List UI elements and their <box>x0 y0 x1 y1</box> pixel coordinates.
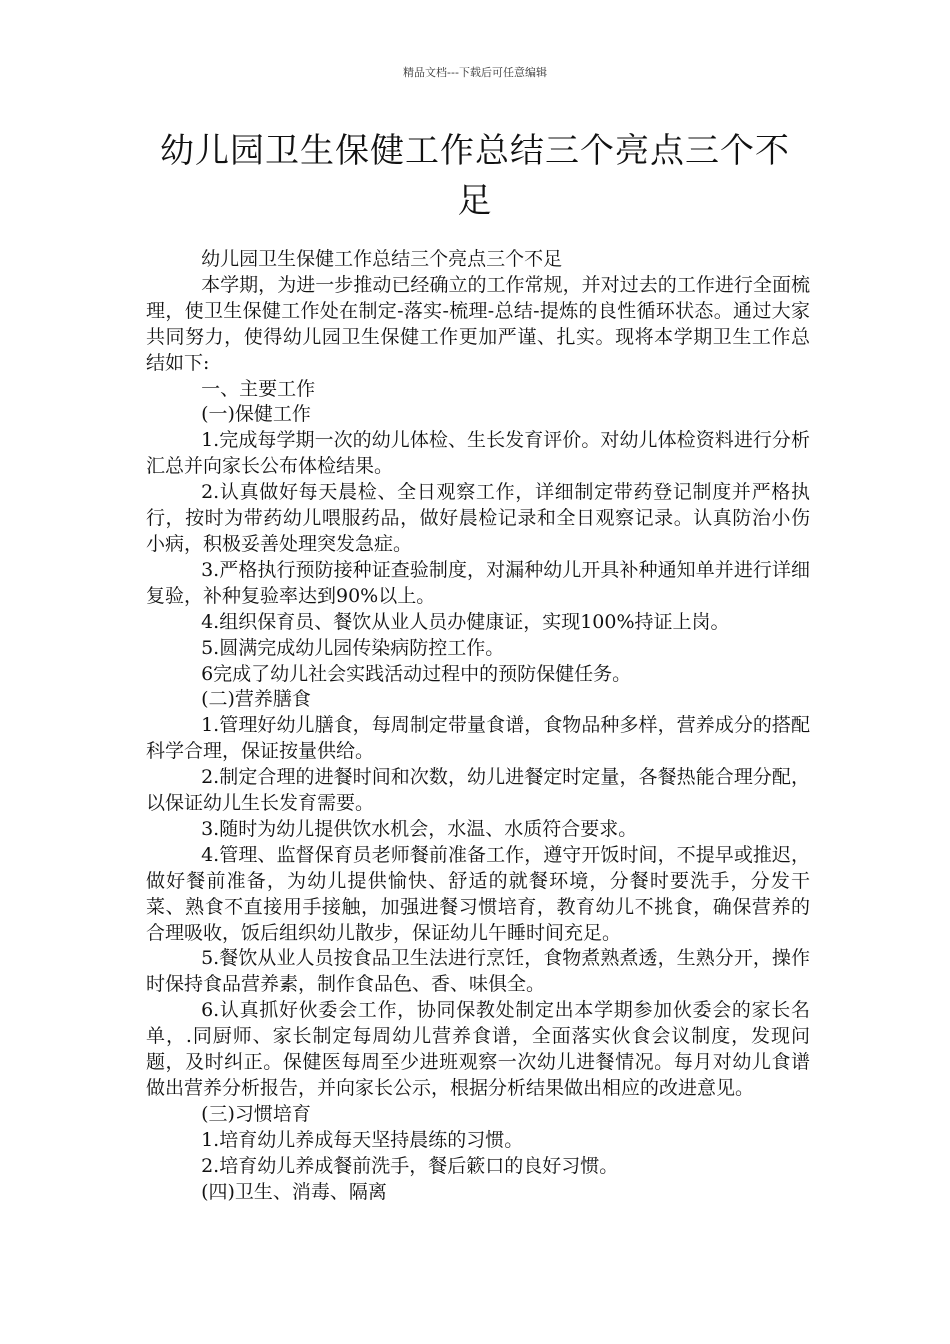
list-item: 2.培育幼儿养成餐前洗手，餐后簌口的良好习惯。 <box>201 1154 619 1177</box>
subsection-heading: (三)习惯培育 <box>201 1102 311 1125</box>
list-item: 1.管理好幼儿膳食，每周制定带量食谱，食物品种多样，营养成分的搭配科学合理，保证按量供给。 <box>146 714 810 763</box>
list-item: 3.随时为幼儿提供饮水机会，水温、水质符合要求。 <box>201 817 638 840</box>
list-item: 5.圆满完成幼儿园传染病防控工作。 <box>201 636 505 659</box>
page-header: 精品文档---下载后可任意编辑 <box>403 66 547 79</box>
list-item: 6完成了幼儿社会实践活动过程中的预防保健任务。 <box>201 662 632 685</box>
subsection-heading: (二)营养膳食 <box>201 688 311 711</box>
subtitle-paragraph: 幼儿园卫生保健工作总结三个亮点三个不足 <box>201 248 563 270</box>
document-title: 幼儿园卫生保健工作总结三个亮点三个不足 <box>160 131 790 221</box>
list-item: 3.严格执行预防接种证查验制度，对漏种幼儿开具补种通知单并进行详细复验，补种复验率达到90%以上。 <box>146 558 810 607</box>
subsection-heading: (四)卫生、消毒、隔离 <box>201 1180 387 1203</box>
document-body <box>146 247 810 1206</box>
list-item: 1.完成每学期一次的幼儿体检、生长发育评价。对幼儿体检资料进行分析汇总并向家长公布体检结果。 <box>146 429 810 478</box>
list-item: 4.管理、监督保育员老师餐前准备工作，遵守开饭时间，不提早或推迟，做好餐前准备，为幼儿提供愉快、舒适的就餐环境，分餐时要洗手，分发干菜、熟食不直接用手接触，加强进餐习惯培育，教育幼儿不挑食，确保营养的合理吸收，饭后组织幼儿散步，保证幼儿午睡时间充足。 <box>146 843 810 944</box>
list-item: 1.培育幼儿养成每天坚持晨练的习惯。 <box>201 1128 524 1151</box>
intro-paragraph: 本学期，为进一步推动已经确立的工作常规，并对过去的工作进行全面梳理，使卫生保健工作处在制定-落实-梳理-总结-提炼的良性循环状态。通过大家共同努力，使得幼儿园卫生保健工作更加严谨、扎实。现将本学期卫生工作总结如下: <box>146 273 810 374</box>
list-item: 2.认真做好每天晨检、全日观察工作，详细制定带药登记制度并严格执行，按时为带药幼儿喂服药品，做好晨检记录和全日观察记录。认真防治小伤小病，积极妥善处理突发急症。 <box>146 481 810 555</box>
list-item: 5.餐饮从业人员按食品卫生法进行烹饪，食物煮熟煮透，生熟分开，操作时保持食品营养素，制作食品色、香、味俱全。 <box>146 947 810 996</box>
list-item: 2.制定合理的进餐时间和次数，幼儿进餐定时定量，各餐热能合理分配，以保证幼儿生长发育需要。 <box>146 766 810 815</box>
subsection-heading: (一)保健工作 <box>201 403 311 426</box>
section-heading: 一、主要工作 <box>201 377 316 400</box>
list-item: 4.组织保育员、餐饮从业人员办健康证，实现100%持证上岗。 <box>201 610 730 633</box>
list-item: 6.认真抓好伙委会工作，协同保教处制定出本学期参加伙委会的家长名单，.同厨师、家长制定每周幼儿营养食谱，全面落实伙食会议制度，发现问题，及时纠正。保健医每周至少进班观察一次幼儿进餐情况。每月对幼儿食谱做出营养分析报告，并向家长公示，根据分析结果做出相应的改进意见。 <box>146 999 810 1099</box>
